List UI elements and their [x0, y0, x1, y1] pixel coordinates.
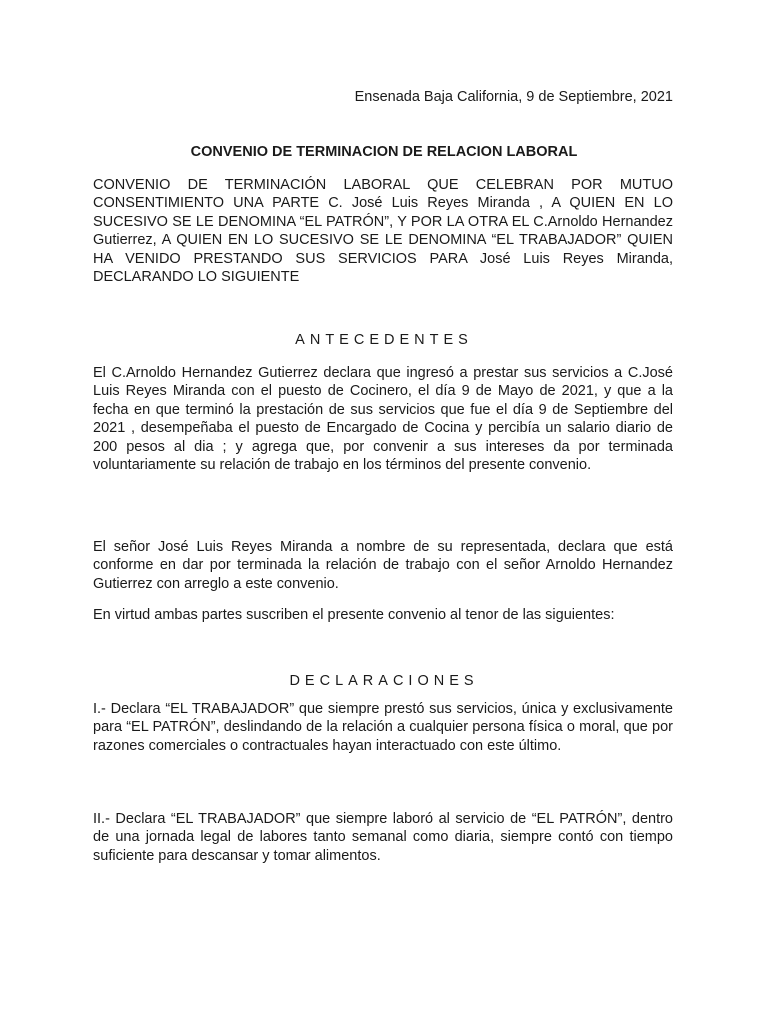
intro-paragraph: CONVENIO DE TERMINACIÓN LABORAL QUE CELEBRAN POR MUTUO CONSENTIMIENTO UNA PARTE C. José Luis Reyes Miranda , A QUIEN EN LO SUCESIVO SE LE DENOMINA “EL PATRÓN”, Y POR LA OTRA EL C.Arnoldo Hernandez Gutierrez, A QUIEN EN LO SUCESIVO SE LE DENOMINA “EL TRABAJADOR” QUIEN HA VENIDO PRESTANDO SUS SERVICIOS PARA José Luis Reyes Miranda, DECLARANDO LO SIGUIENTE — [93, 177, 673, 286]
antecedentes-paragraph-3: En virtud ambas partes suscriben el presente convenio al tenor de las siguientes: — [93, 607, 615, 623]
declaracion-2: II.- Declara “EL TRABAJADOR” que siempre laboró al servicio de “EL PATRÓN”, dentro de una jornada legal de labores tanto semanal como diaria, siempre contó con tiempo suficiente para descansar y tomar alimentos. — [93, 811, 673, 864]
declaracion-1: I.- Declara “EL TRABAJADOR” que siempre prestó sus servicios, única y exclusivamente para “EL PATRÓN”, deslindando de la relación a cualquier persona física o moral, que por razones comerciales o contractuales hayan interactuado con este último. — [93, 701, 673, 754]
antecedentes-paragraph-1: El C.Arnoldo Hernandez Gutierrez declara que ingresó a prestar sus servicios a C.José Luis Reyes Miranda con el puesto de Cocinero, el día 9 de Mayo de 2021, y que a la fecha en que terminó la prestación de sus servicios que fue el día 9 de Septiembre del 2021 , desempeñaba el puesto de Encargado de Cocina y percibía un salario diario de 200 pesos al dia ; y agrega que, por convenir a sus intereses da por terminada voluntariamente su relación de trabajo en los términos del presente convenio. — [93, 365, 673, 474]
document-title: CONVENIO DE TERMINACION DE RELACION LABORAL — [190, 144, 578, 160]
antecedentes-paragraph-2: El señor José Luis Reyes Miranda a nombre de su representada, declara que está conforme en dar por terminada la relación de trabajo con el señor Arnoldo Hernandez Gutierrez con arreglo a este convenio. — [93, 539, 673, 592]
date-line: Ensenada Baja California, 9 de Septiembre, 2021 — [354, 89, 673, 105]
declaraciones-heading: DECLARACIONES — [289, 673, 479, 689]
antecedentes-heading: ANTECEDENTES — [295, 332, 473, 348]
